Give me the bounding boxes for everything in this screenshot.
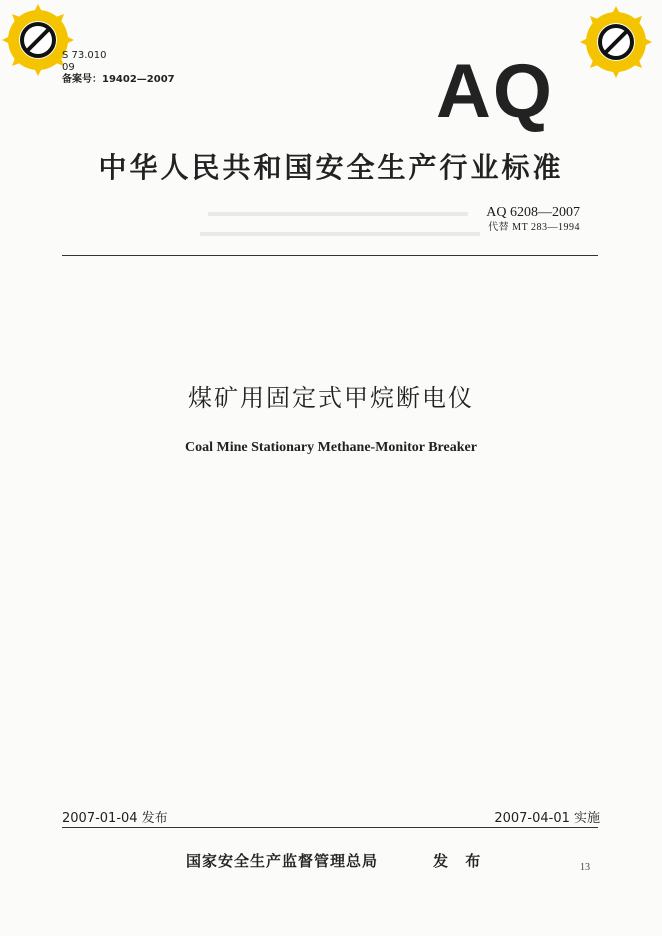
- document-title-cn: 煤矿用固定式甲烷断电仪: [188, 384, 474, 412]
- bleed-through-mark: [200, 232, 480, 236]
- standard-code: [486, 205, 580, 221]
- page-number: 13: [580, 862, 590, 873]
- footer-divider: [62, 827, 598, 828]
- standard-prefix: AQ: [486, 205, 507, 220]
- publish-label: 发 布: [433, 852, 487, 870]
- document-title-en: Coal Mine Stationary Methane-Monitor Breaker: [185, 440, 477, 455]
- standard-code-number: 6208—2007: [510, 205, 580, 220]
- pdf-xchange-stamp-right-icon: [580, 6, 652, 78]
- record-number: 备案号：19402—2007: [62, 74, 175, 85]
- classification-block: [62, 50, 175, 86]
- class-number: 09: [62, 62, 75, 73]
- issue-date: 2007-01-04 发布: [62, 811, 168, 826]
- ics-number: S 73.010: [62, 50, 107, 61]
- header-divider: [62, 255, 598, 256]
- replaces-note: 代替 MT 283—1994: [488, 222, 580, 233]
- publisher: 国家安全生产监督管理总局: [186, 852, 379, 870]
- standard-title: 中华人民共和国安全生产行业标准: [98, 151, 564, 184]
- bleed-through-mark: [208, 212, 468, 216]
- implementation-date: 2007-04-01 实施: [494, 811, 600, 826]
- standard-number-block: [486, 205, 580, 234]
- aq-logo: AQ: [436, 49, 554, 134]
